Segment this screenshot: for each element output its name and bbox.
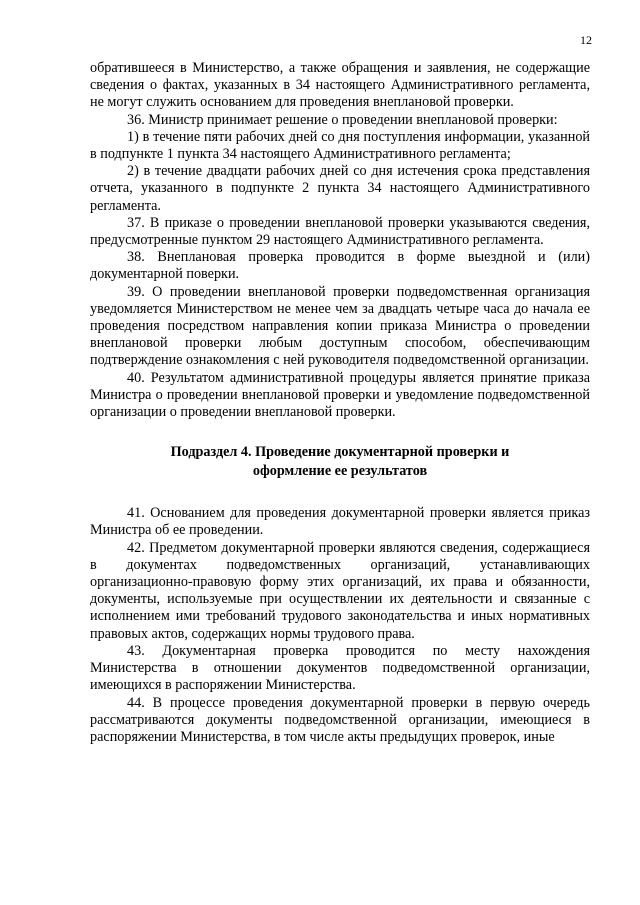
paragraph: 36. Министр принимает решение о проведении внеплановой проверки: bbox=[127, 111, 558, 128]
document-body bbox=[90, 60, 590, 746]
paragraph: 43. Документарная проверка проводится по месту нахождения Министерства в отношении документов подведомственной организации, имеющихся в распоряжении Министерства. bbox=[90, 642, 590, 694]
paragraph: 37. В приказе о проведении внеплановой проверки указываются сведения, предусмотренные пунктом 29 настоящего Административного регламента. bbox=[90, 214, 590, 249]
paragraph: 42. Предметом документарной проверки являются сведения, содержащиеся в документах подведомственных организаций, устанавливающих организационно-правовую форму этих организаций, их права и обязанности, документы, используемые при осуществлении их деятельности и связанные с исполнением ими требований трудового законодательства и иных нормативных правовых актов, содержащих нормы трудового права. bbox=[90, 539, 590, 642]
section-heading-line: Подраздел 4. Проведение документарной проверки и bbox=[170, 444, 510, 461]
paragraph: 44. В процессе проведения документарной проверки в первую очередь рассматриваются документы подведомственной организации, имеющиеся в распоряжении Министерства, в том числе акты предыдущих проверок, иные bbox=[90, 694, 590, 745]
paragraph: 40. Результатом административной процедуры является принятие приказа Министра о проведении внеплановой проверки и уведомление подведомственной организации о проведении внеплановой проверки. bbox=[90, 369, 590, 421]
paragraph: 38. Внеплановая проверка проводится в форме выездной и (или) документарной поверки. bbox=[90, 249, 590, 283]
paragraph: 41. Основанием для проведения документарной проверки является приказ Министра об ее проведении. bbox=[90, 505, 590, 539]
paragraphs-before-heading bbox=[90, 60, 590, 421]
section-heading bbox=[90, 443, 590, 481]
paragraph: 39. О проведении внеплановой проверки подведомственная организация уведомляется Министерством не менее чем за двадцать четыре часа до начала ее проведения посредством направления копии приказа Министра о проведении внеплановой проверки любым доступным способом, обеспечивающим подтверждение ознакомления с ней руководителя подведомственной организации. bbox=[90, 283, 590, 369]
paragraph: 1) в течение пяти рабочих дней со дня поступления информации, указанной в подпункте 1 пункта 34 настоящего Административного регламента; bbox=[90, 128, 590, 163]
paragraphs-after-heading bbox=[90, 505, 590, 746]
paragraph: обратившееся в Министерство, а также обращения и заявления, не содержащие сведения о фактах, указанных в 34 настоящего Административного регламента, не могут служить основанием для проведения внеплановой проверки. bbox=[90, 60, 590, 111]
page-number: 12 bbox=[580, 33, 592, 47]
section-heading-line: оформление ее результатов bbox=[252, 463, 428, 480]
paragraph: 2) в течение двадцати рабочих дней со дня истечения срока представления отчета, указанного в подпункте 2 пункта 34 настоящего Административного регламента. bbox=[90, 163, 590, 214]
